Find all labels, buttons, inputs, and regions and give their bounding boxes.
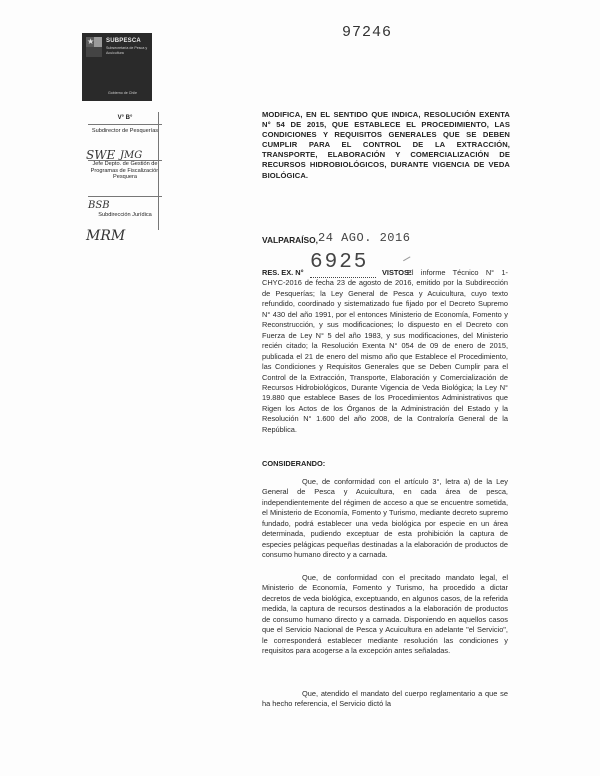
signature-initials: BSB [88, 200, 110, 211]
place: VALPARAÍSO, [262, 235, 318, 245]
resolution-label: RES. EX. N° [262, 268, 304, 277]
date-stamp: 24 AGO. 2016 [318, 231, 411, 245]
divider [158, 112, 159, 230]
mark [403, 256, 413, 265]
approval-subdirector-pesquerias: Subdirector de Pesquerías [91, 128, 159, 134]
paragraph: Que, de conformidad con el precitado mandato legal, el Ministerio de Economía, Fomento y Turismo, ha procedido a dictar decretos de veda biológica, exceptuando, en algunos casos, de la referida medida, la captura de recursos destinados a la elaboración de productos de consumo humano directo y a carnada. Disponiendo en aquellos casos que el Servicio Nacional de Pesca y Acuicultura en adelante "el Servicio", le corresponderá establecer mediante resolución las condiciones y requisitos para acogerse a la excepción antes señaladas. [262, 573, 508, 656]
considerando-heading: CONSIDERANDO: [262, 459, 326, 468]
signature-handwritten: MRM [86, 228, 126, 244]
vb-label: V° B° [117, 115, 133, 121]
paragraph: Que, atendido el mandato del cuerpo reglamentario a que se ha hecho referencia, el Servicio dictó la [262, 689, 508, 709]
flag-icon: ★ [86, 37, 102, 57]
document-number: 97246 [342, 24, 393, 41]
resolution-number: 6925 [310, 251, 369, 274]
divider [88, 124, 162, 125]
vistos-label: VISTOS: [382, 268, 412, 277]
signature-initials: SWE [86, 148, 116, 162]
signature-initials: JMG [120, 150, 143, 161]
approval-subdireccion-juridica: Subdirección Jurídica [98, 212, 152, 218]
approval-jefe-depto: Jefe Depto. de Gestión de Programas de Fiscalización Pesquera [90, 161, 160, 180]
logo-org-lines: Subsecretaría de Pesca y Acuicultura [106, 46, 148, 55]
logo-footer: Gobierno de Chile [108, 91, 137, 95]
vistos-text: El informe Técnico N° 1-CHYC-2016 de fecha 23 de agosto de 2016, emitido por la Subdirección de Pesquerías; la Ley General de Pesca y Acuicultura, cuyo texto refundido, coordinado y sistematizado fue fijado por el Decreto Supremo N° 430 del año 1991, por el entonces Ministerio de Economía, Fomento y Reconstrucción, y sus modificaciones; lo dispuesto en el Decreto con Fuerza de Ley N° 5 del año 1983, y sus modificaciones, del Ministerio recién citado; la Resolución Exenta N° 054 de 09 de enero de 2015, publicada el 21 de enero del mismo año que Establece el Procedimiento, las Condiciones y Requisitos Generales que se Deben Cumplir para el Control de la Extracción, Transporte, Elaboración y Comercialización de Recursos Hidrobiológicos, Durante Vigencia de Veda Biológica; la Ley N° 19.880 que establece Bases de los Procedimientos Administrativos que Rigen los Actos de los Órganos de la Administración del Estado y la Resolución N° 1.600 del año 2008, de la Contraloría General de la República. [262, 268, 508, 434]
logo-org-short: SUBPESCA [106, 38, 141, 44]
paragraph: Que, de conformidad con el artículo 3°, letra a) de la Ley General de Pesca y Acuicultura, en cada área de pesca, independientemente del régimen de acceso a que se encuentre sometida, el Ministerio de Economía, Fomento y Turismo, mediante decreto supremo fundado, podrá establecer una veda biológica por especie en un área determinada, pudiendo exceptuar de esta prohibición la captura de especies pelágicas pequeñas destinadas a la elaboración de productos de consumo humano directo y a carnada. [262, 477, 508, 560]
institution-logo [82, 33, 152, 101]
divider [88, 196, 162, 197]
resolution-title: MODIFICA, EN EL SENTIDO QUE INDICA, RESOLUCIÓN EXENTA N° 54 DE 2015, QUE ESTABLECE EL PROCEDIMIENTO, LAS CONDICIONES Y REQUISITOS GENERALES QUE SE DEBEN CUMPLIR PARA EL CONTROL DE LA EXTRACCIÓN, TRANSPORTE, ELABORACIÓN Y COMERCIALIZACIÓN DE RECURSOS HIDROBIOLÓGICOS, DURANTE VIGENCIA DE VEDA BIOLÓGICA. [262, 110, 510, 180]
